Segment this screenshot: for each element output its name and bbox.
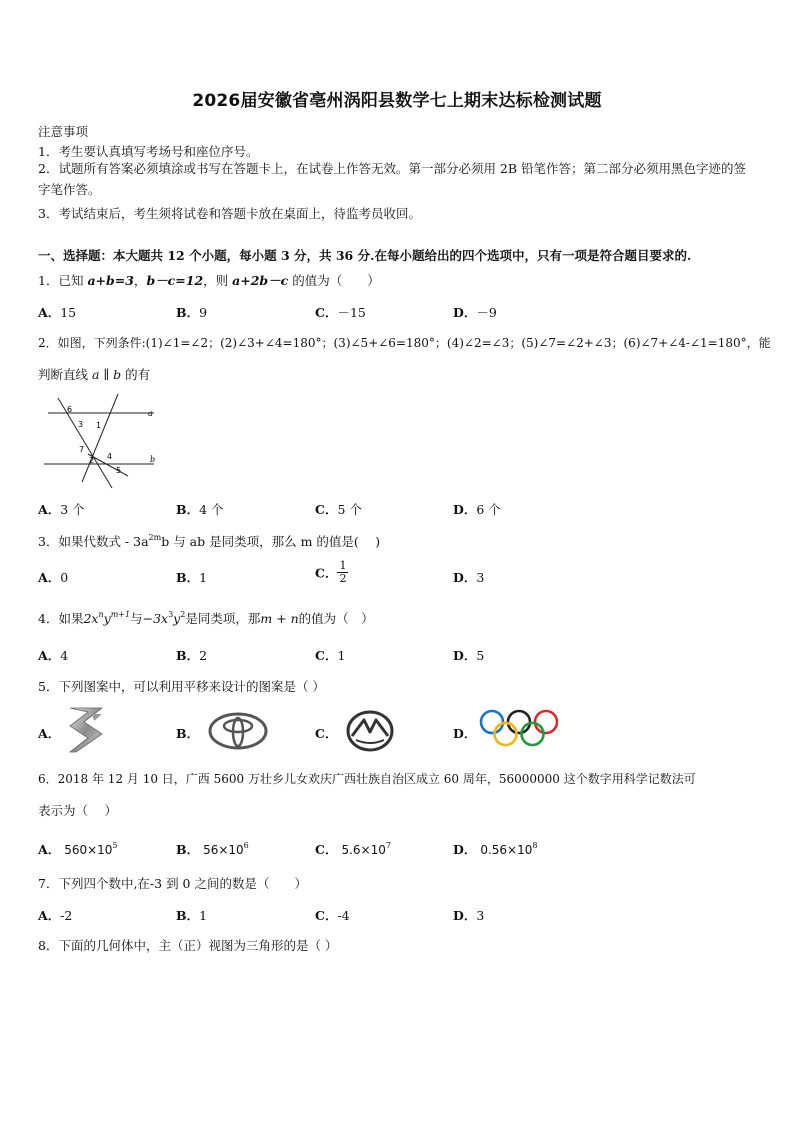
label-2: 2 xyxy=(89,456,95,465)
q1-cond1: a+b=3 xyxy=(87,273,134,288)
notice-item-2: 2．试题所有答案必须填涂或书写在答题卡上，在试卷上作答无效。第一部分必须用 2B 铅笔作答；第二部分必须用黑色字迹的签字笔作答。 xyxy=(38,161,747,197)
suzuki-logo-icon xyxy=(62,704,110,756)
notice-item-1: 1．考生要认真填写考场号和座位序号。 xyxy=(38,144,259,159)
q7-option-a[interactable]: A．-2 xyxy=(38,908,73,923)
q1-option-a[interactable]: A．15 xyxy=(38,305,77,320)
label-a: a xyxy=(148,409,153,418)
q2-option-a[interactable]: A．3 个 xyxy=(38,502,85,517)
question-4: 4．如果$2x^ny^{m+1}$与$-3x^3y^2$是同类项，那m + n的值为（ ） xyxy=(38,610,374,626)
label-b: b xyxy=(150,455,156,464)
q3-option-b[interactable]: B．1 xyxy=(176,570,208,585)
q7-option-d[interactable]: D．3 xyxy=(453,908,485,923)
question-8: 8．下面的几何体中，主（正）视图为三角形的是（ ） xyxy=(38,938,338,953)
question-6-line1: 6．2018 年 12 月 10 日，广西 5600 万壮乡儿女欢庆广西壮族自治区成立 60 周年，56000000 这个数字用科学记数法可 xyxy=(38,772,696,786)
q2-option-b[interactable]: B．4 个 xyxy=(176,502,224,517)
toyota-logo-icon xyxy=(208,712,268,750)
question-6-line2: 表示为（ ） xyxy=(38,803,117,818)
q4-option-a[interactable]: A．4 xyxy=(38,648,69,663)
q3-option-a[interactable]: A．0 xyxy=(38,570,69,585)
q2-parallel-lines-figure xyxy=(40,392,166,490)
q1-cond2: b－c=12 xyxy=(146,273,204,288)
q1-mid: ，则 xyxy=(203,273,233,288)
q7-option-b[interactable]: B．1 xyxy=(176,908,208,923)
q3-option-c[interactable]: C． $\frac{1}{2}$ xyxy=(315,559,347,585)
label-6: 6 xyxy=(67,405,73,414)
ring-4 xyxy=(495,723,517,745)
label-1: 1 xyxy=(96,421,102,430)
question-5: 5．下列图案中，可以利用平移来设计的图案是（ ） xyxy=(38,679,325,694)
q4-option-d[interactable]: D．5 xyxy=(453,648,485,663)
q1-option-c[interactable]: C．－15 xyxy=(315,305,366,320)
q5-option-b[interactable]: B． xyxy=(176,726,200,741)
fraction-one-half: $\frac{1}{2}$ xyxy=(339,559,347,585)
label-4: 4 xyxy=(107,452,113,461)
q6-option-a[interactable]: A． $560\times 10^5$ xyxy=(38,841,118,857)
question-2-line2: 判断直线 a ∥ b 的有 xyxy=(38,367,151,382)
q1-sep: ， xyxy=(133,273,147,288)
q1-pre: 1．已知 xyxy=(38,273,88,288)
question-3: 3．如果代数式 - $3a^{2m}b$ 与 ab 是同类项，那么 m 的值是( ) xyxy=(38,533,381,549)
label-3: 3 xyxy=(78,420,84,429)
label-7: 7 xyxy=(79,445,85,454)
q6-option-c[interactable]: C． $5.6\times 10^7$ xyxy=(315,841,391,857)
question-2-line1: 2．如图，下列条件:(1)∠1=∠2；(2)∠3+∠4=180°；(3)∠5+∠6=180°；(4)∠2=∠3；(5)∠7=∠2+∠3；(6)∠7+∠4-∠1=180°，能 xyxy=(38,336,771,350)
q1-post: 的值为（ ） xyxy=(288,273,380,288)
label-5: 5 xyxy=(116,466,122,475)
q3-option-d[interactable]: D．3 xyxy=(453,570,485,585)
q2-option-d[interactable]: D．6 个 xyxy=(453,502,501,517)
notice-item-3: 3．考试结束后，考生须将试卷和答题卡放在桌面上，待监考员收回。 xyxy=(38,206,421,221)
q4-option-c[interactable]: C．1 xyxy=(315,648,346,663)
q4-option-b[interactable]: B．2 xyxy=(176,648,208,663)
ring-3 xyxy=(535,711,557,733)
mazda-logo-icon xyxy=(346,710,394,752)
page-title: 2026届安徽省亳州涡阳县数学七上期末达标检测试题 xyxy=(192,91,602,111)
section-heading: 一、选择题：本大题共 12 个小题，每小题 3 分，共 36 分.在每小题给出的四个选项中，只有一项是符合题目要求的. xyxy=(38,248,692,263)
olympic-rings-icon xyxy=(478,708,562,750)
question-7: 7．下列四个数中,在-3 到 0 之间的数是（ ） xyxy=(38,876,307,891)
ring-1 xyxy=(481,711,503,733)
q5-option-d[interactable]: D． xyxy=(453,726,477,741)
q5-option-a[interactable]: A． xyxy=(38,726,61,741)
q6-option-d[interactable]: D． $0.56\times 10^8$ xyxy=(453,841,538,857)
ring-2 xyxy=(508,711,530,733)
q1-option-b[interactable]: B．9 xyxy=(176,305,208,320)
q2-option-c[interactable]: C．5 个 xyxy=(315,502,362,517)
ring-5 xyxy=(522,723,544,745)
notice-heading: 注意事项 xyxy=(38,124,89,139)
q7-option-c[interactable]: C．-4 xyxy=(315,908,350,923)
question-1 xyxy=(38,271,380,289)
q1-expr: a+2b－c xyxy=(232,273,289,288)
q1-option-d[interactable]: D．－9 xyxy=(453,305,497,320)
q6-option-b[interactable]: B． $56\times 10^6$ xyxy=(176,841,249,857)
q5-option-c[interactable]: C． xyxy=(315,726,338,741)
